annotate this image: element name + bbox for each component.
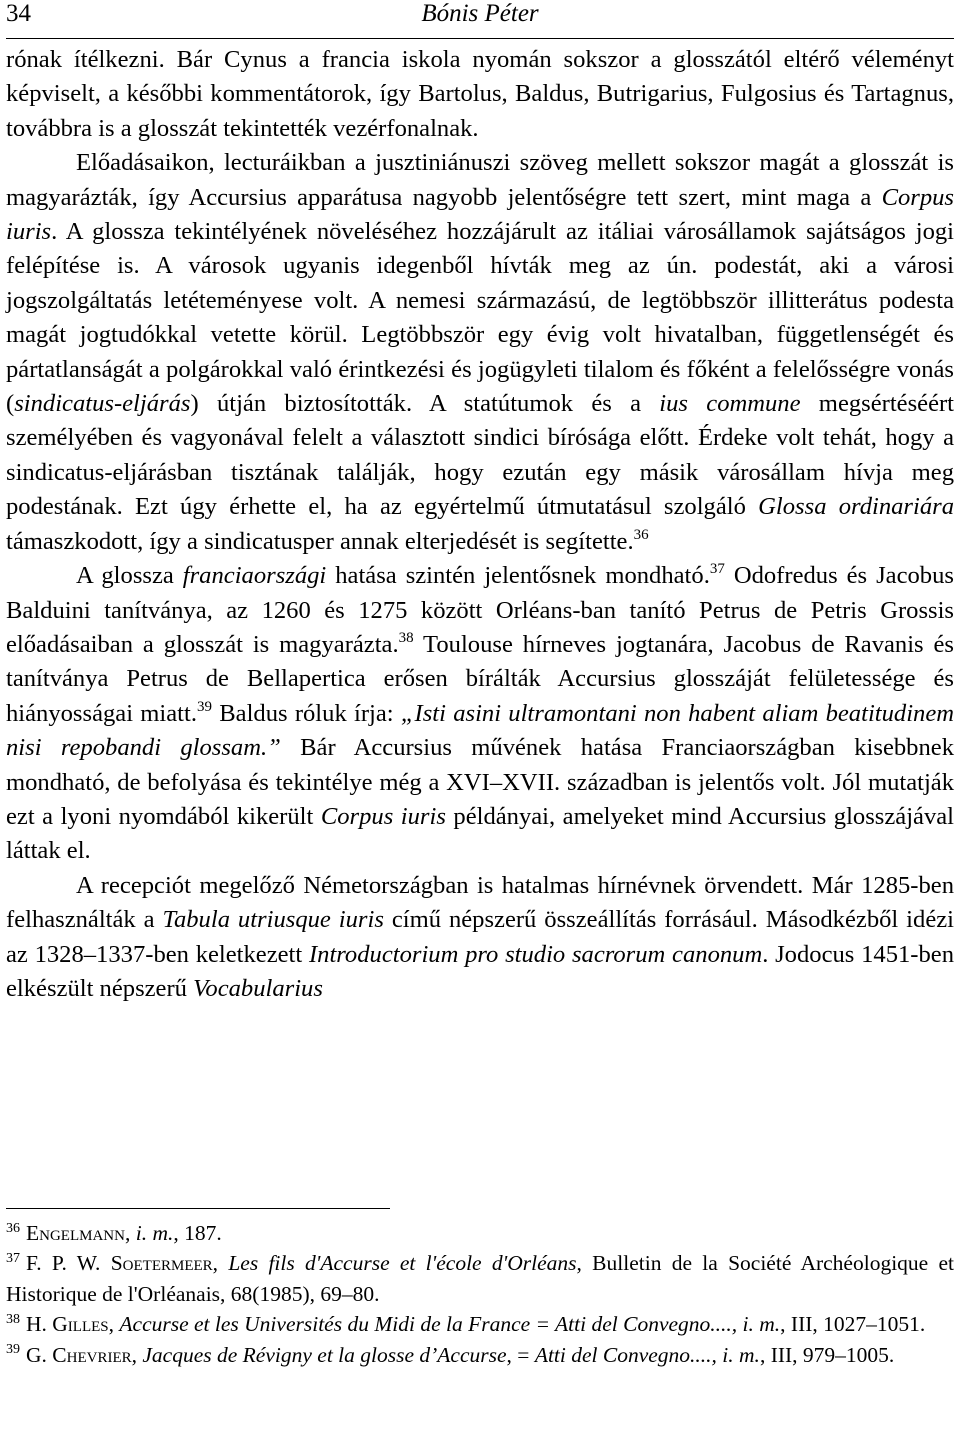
footnote-reference: 38 xyxy=(398,629,414,646)
italic-text: Atti del Convegno...., i. m. xyxy=(534,1342,760,1367)
text-run: G. xyxy=(26,1342,53,1367)
text-run: , III, 979–1005. xyxy=(759,1342,895,1367)
italic-text: ius commune xyxy=(659,390,801,418)
footnote-separator xyxy=(6,1208,390,1209)
author-name: Engelmann xyxy=(26,1221,125,1245)
italic-text: Vocabularius xyxy=(193,974,323,1002)
italic-text: sindicatus-eljárás xyxy=(14,390,191,418)
text-run: . Jodocus 1451-ben elkészült népszerű xyxy=(6,940,954,1002)
text-run: A glossza xyxy=(76,562,183,590)
running-head-author: Bónis Péter xyxy=(421,0,539,27)
body-text xyxy=(6,43,954,1006)
text-run: támaszkodott, így a sindicatusper annak elterjedését is segítette. xyxy=(6,527,634,555)
italic-text: Corpus iuris xyxy=(6,183,954,246)
page-number: 34 xyxy=(6,0,31,27)
italic-text: Jacques de Révigny et la glosse d’Accurse xyxy=(142,1342,507,1367)
text-run: , xyxy=(131,1342,143,1367)
paragraph xyxy=(6,146,954,559)
italic-text: Les fils d'Accurse et l'école d'Orléans xyxy=(228,1251,577,1276)
text-run: H. xyxy=(26,1312,53,1337)
footnote-reference: 36 xyxy=(633,526,649,543)
text-run: Előadásaikon, lecturáikban a jusztiniánuszi szöveg mellett sokszor magát a glosszát is magyarázták, így Accursius apparátusa nagyobb jelentőségre tett szert, mint maga a xyxy=(6,149,954,211)
italic-text: Tabula utriusque iuris xyxy=(162,906,384,934)
footnote-reference: 39 xyxy=(197,698,212,715)
text-run: F. P. W. xyxy=(26,1251,111,1276)
text-run: . A glossza tekintélyének növeléséhez hozzájárult az itáliai városállamok sajátságos jogi felépítése is. A városok ugyanis idegenből hívták meg az ún. podestát, aki a városi jogszolgáltatás letéteményese volt. A nemesi származású, de legtöbbször illitterátus podesta magát jogtudókkal vetette körül. Legtöbbször egy évig volt hivatalban, függetlenségét és pártatlanságát a polgárokkal való érintkezési és jogügyleti tilalom és főként a felelősségre vonás ( xyxy=(6,218,954,418)
text-run: , 187. xyxy=(173,1221,222,1245)
footnote-reference: 37 xyxy=(709,560,725,577)
text-run: , Bulletin de la Société Archéologique et Historique de l'Orléanais, 68(1985), 69–80. xyxy=(6,1251,955,1306)
author-name: Soetermeer xyxy=(110,1251,213,1276)
italic-text: Accurse et les Universités du Midi de la France = Atti del Convegno...., i. m. xyxy=(119,1312,781,1337)
text-run: , = xyxy=(506,1342,535,1367)
italic-text: „Isti asini ultramontani non habent aliam beatitudinem nisi repobandi glossam.” xyxy=(6,699,955,762)
footnote xyxy=(6,1309,954,1339)
footnote xyxy=(6,1340,954,1370)
footnote-number: 39 xyxy=(6,1342,20,1358)
text-run: A recepciót megelőző Németországban is hatalmas hírnévnek örvendett. Már 1285-ben felhasználták a xyxy=(6,871,954,934)
footnote-number: 37 xyxy=(6,1251,20,1267)
italic-text: Introductorium pro studio sacrorum canonum xyxy=(308,940,763,968)
footnote xyxy=(6,1218,954,1248)
text-run: Odofredus és Jacobus Balduini tanítványa, az 1260 és 1275 között Orléans-ban tanító Petrus de Petris Grossis előadásaiban a glosszát is magyarázta. xyxy=(6,562,954,658)
italic-text: i. m. xyxy=(135,1221,174,1245)
footnotes xyxy=(6,1218,954,1370)
page-header xyxy=(6,0,954,40)
text-run: ) útján biztosították. A statútumok és a xyxy=(190,390,660,418)
text-run: , III, 1027–1051. xyxy=(780,1312,926,1337)
document-page xyxy=(6,0,955,1367)
text-run: című népszerű összeállítás forrásául. Másodkézből idézi az 1328–1337-ben keletkezett xyxy=(6,906,954,968)
author-name: Gilles xyxy=(52,1312,109,1337)
text-run: megsértéséért személyében és vagyonával felelt a választott sindici bírósága előtt. Érdeke volt tehát, hogy a sindicatus-eljárásban tisztának találják, hogy ezután egy másik városállam hívja meg podestának. Ezt úgy érhette el, ha az egyértelmű útmutatásul szolgáló xyxy=(6,390,955,521)
paragraph xyxy=(6,559,954,869)
text-run: Toulouse hírneves jogtanára, Jacobus de Ravanis és tanítványa Petrus de Bellapertica erősen bírálták Accursius glosszáját felületessége és hiányosságai miatt. xyxy=(6,630,954,727)
text-run: rónak ítélkezni. Bár Cynus a francia iskola nyomán sokszor a glosszától eltérő véleményt képviselt, a későbbi kommentátorok, így Bartolus, Baldus, Butrigarius, Fulgosius és Tartagnus, továbbra is a glosszát tekintették vezérfonalnak. xyxy=(6,46,954,142)
text-run: , xyxy=(124,1221,136,1245)
text-run: példányai, amelyeket mind Accursius glosszájával láttak el. xyxy=(6,802,954,865)
text-run: , xyxy=(108,1312,120,1337)
italic-text: Glossa ordinariára xyxy=(758,493,954,521)
footnote-number: 38 xyxy=(6,1312,20,1328)
text-run: , xyxy=(212,1251,229,1276)
footnote-number: 36 xyxy=(6,1220,20,1236)
text-run: Baldus róluk írja: xyxy=(212,699,401,727)
paragraph xyxy=(6,43,954,146)
header-rule xyxy=(6,38,954,39)
italic-text: franciaországi xyxy=(182,562,327,590)
footnote xyxy=(6,1248,954,1309)
text-run: hatása szintén jelentősnek mondható. xyxy=(326,562,710,590)
paragraph xyxy=(6,869,954,1007)
text-run: Bár Accursius művének hatása Franciaországban kisebbnek mondható, de befolyása és tekintélye még a XVI–XVII. században is jelentős volt. Jól mutatják ezt a lyoni nyomdából kikerült xyxy=(6,734,954,830)
author-name: Chevrier xyxy=(52,1342,132,1367)
italic-text: Corpus iuris xyxy=(320,802,446,830)
